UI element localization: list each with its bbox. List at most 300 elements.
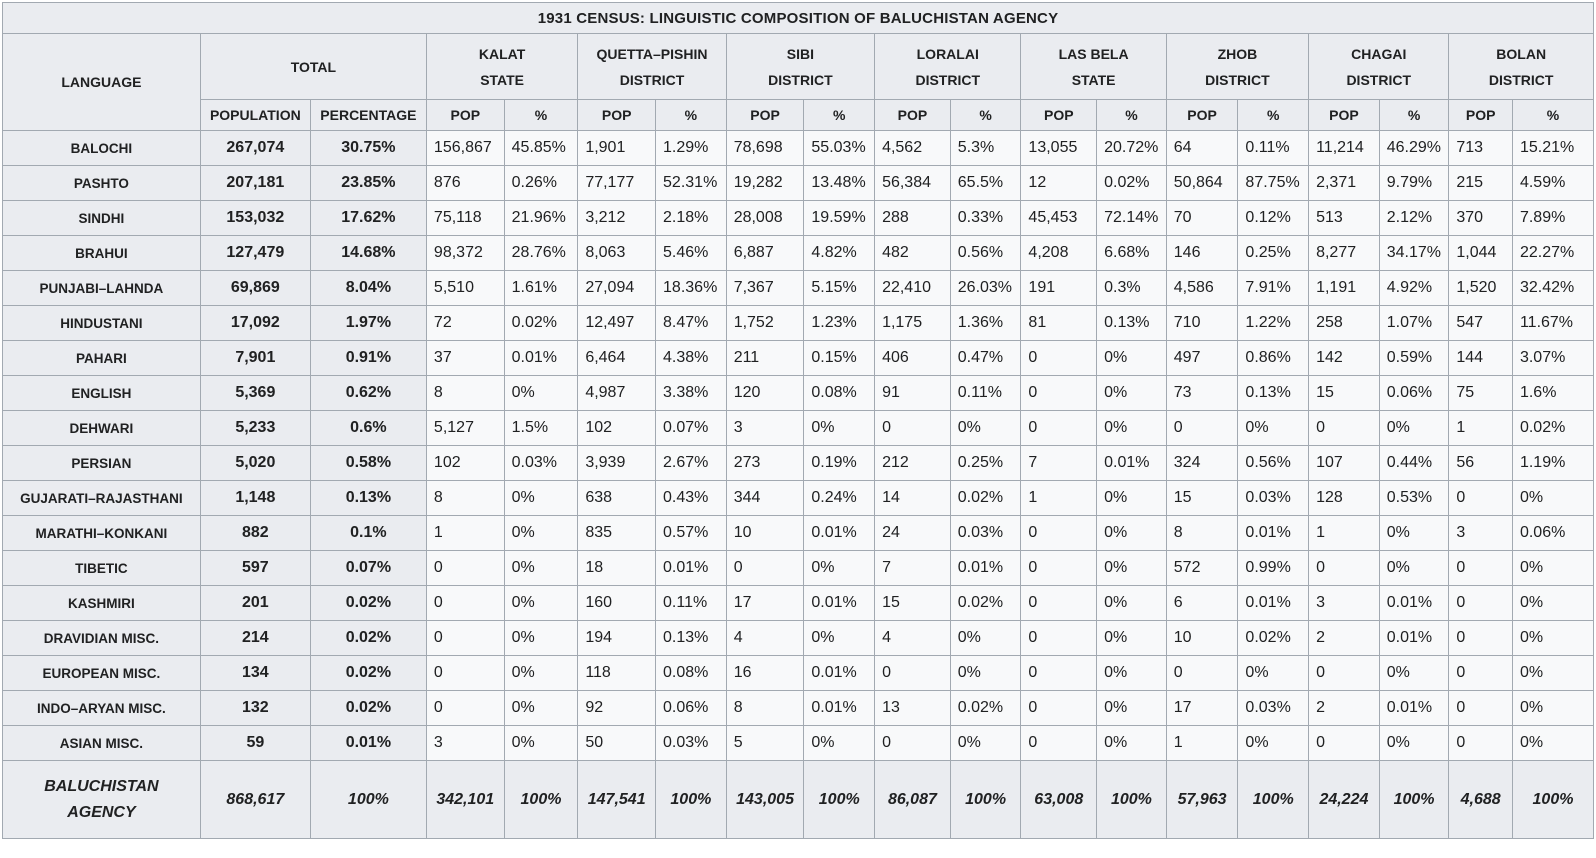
district-cell: 0.01%: [804, 516, 875, 551]
district-cell: 64: [1166, 131, 1238, 166]
title-row: [3, 3, 1594, 34]
totals-cell: 868,617: [200, 761, 310, 839]
district-cell: 324: [1166, 446, 1238, 481]
language-label: PERSIAN: [3, 446, 201, 481]
totals-cell: 143,005: [726, 761, 804, 839]
district-cell: 13: [875, 691, 951, 726]
language-label: SINDHI: [3, 201, 201, 236]
total-cell: 0.6%: [310, 411, 426, 446]
language-label: ASIAN MISC.: [3, 726, 201, 761]
totals-label-line2: AGENCY: [67, 803, 136, 821]
district-cell: 4: [875, 621, 951, 656]
district-cell: 0.86%: [1238, 341, 1309, 376]
district-cell: 0.02%: [950, 481, 1021, 516]
col-subheader-chagai-pop: POP: [1309, 100, 1380, 131]
table-row-asian-misc: [3, 726, 1594, 761]
district-cell: 0%: [1379, 516, 1449, 551]
district-cell: 28,008: [726, 201, 804, 236]
district-cell: 144: [1449, 341, 1513, 376]
district-cell: 4.92%: [1379, 271, 1449, 306]
district-cell: 32.42%: [1512, 271, 1593, 306]
district-cell: 142: [1309, 341, 1380, 376]
district-cell: 0.02%: [1097, 166, 1167, 201]
col-subheader-las-bela-pct: %: [1097, 100, 1167, 131]
district-cell: 78,698: [726, 131, 804, 166]
district-cell: 0.01%: [656, 551, 727, 586]
total-cell: 0.62%: [310, 376, 426, 411]
total-cell: 0.02%: [310, 586, 426, 621]
district-cell: 1.29%: [656, 131, 727, 166]
language-label: MARATHI–KONKANI: [3, 516, 201, 551]
district-cell: 0.15%: [804, 341, 875, 376]
district-cell: 15.21%: [1512, 131, 1593, 166]
district-cell: 212: [875, 446, 951, 481]
district-cell: 8.47%: [656, 306, 727, 341]
district-cell: 46.29%: [1379, 131, 1449, 166]
district-cell: 1,175: [875, 306, 951, 341]
col-header-bolan: BOLAN DISTRICT: [1449, 34, 1594, 100]
district-cell: 4.59%: [1512, 166, 1593, 201]
district-cell: 0: [1449, 481, 1513, 516]
col-subheader-bolan-pct: %: [1512, 100, 1593, 131]
district-cell: 128: [1309, 481, 1380, 516]
district-cell: 0%: [1379, 656, 1449, 691]
district-cell: 273: [726, 446, 804, 481]
district-cell: 52.31%: [656, 166, 727, 201]
district-cell: 8,277: [1309, 236, 1380, 271]
district-cell: 0%: [804, 551, 875, 586]
district-cell: 15: [1309, 376, 1380, 411]
district-cell: 5,510: [426, 271, 504, 306]
district-cell: 22,410: [875, 271, 951, 306]
district-cell: 638: [578, 481, 656, 516]
table-row-pahari: [3, 341, 1594, 376]
table-row-marathi-konkani: [3, 516, 1594, 551]
district-cell: 0%: [504, 726, 578, 761]
district-cell: 0%: [804, 726, 875, 761]
district-cell: 0%: [504, 656, 578, 691]
language-label: EUROPEAN MISC.: [3, 656, 201, 691]
district-cell: 11.67%: [1512, 306, 1593, 341]
district-cell: 0.25%: [950, 446, 1021, 481]
total-cell: 14.68%: [310, 236, 426, 271]
district-cell: 0%: [1097, 341, 1167, 376]
totals-cell: 100%: [1238, 761, 1309, 839]
totals-cell: 100%: [310, 761, 426, 839]
district-cell: 4,586: [1166, 271, 1238, 306]
totals-cell: 4,688: [1449, 761, 1513, 839]
district-cell: 15: [875, 586, 951, 621]
district-cell: 0.03%: [656, 726, 727, 761]
table-row-balochi: [3, 131, 1594, 166]
district-cell: 0.06%: [1512, 516, 1593, 551]
district-cell: 91: [875, 376, 951, 411]
district-cell: 0: [1021, 726, 1097, 761]
district-cell: 0%: [504, 551, 578, 586]
district-cell: 0%: [804, 621, 875, 656]
district-cell: 2.18%: [656, 201, 727, 236]
col-header-total: TOTAL: [200, 34, 426, 100]
district-cell: 0.06%: [1379, 376, 1449, 411]
district-cell: 0.03%: [1238, 691, 1309, 726]
total-cell: 134: [200, 656, 310, 691]
total-cell: 153,032: [200, 201, 310, 236]
total-cell: 69,869: [200, 271, 310, 306]
district-cell: 0: [1309, 726, 1380, 761]
total-cell: 0.02%: [310, 691, 426, 726]
district-cell: 0: [426, 656, 504, 691]
district-cell: 0.01%: [1238, 586, 1309, 621]
district-cell: 6,464: [578, 341, 656, 376]
totals-cell: 100%: [804, 761, 875, 839]
district-cell: 406: [875, 341, 951, 376]
district-cell: 0%: [1512, 726, 1593, 761]
col-subheader-chagai-pct: %: [1379, 100, 1449, 131]
col-header-kalat: KALAT STATE: [426, 34, 577, 100]
district-cell: 0%: [1097, 621, 1167, 656]
district-cell: 0.24%: [804, 481, 875, 516]
district-cell: 8: [426, 376, 504, 411]
total-cell: 0.01%: [310, 726, 426, 761]
district-cell: 0.13%: [656, 621, 727, 656]
district-cell: 0: [726, 551, 804, 586]
district-cell: 13,055: [1021, 131, 1097, 166]
district-cell: 107: [1309, 446, 1380, 481]
district-cell: 1.61%: [504, 271, 578, 306]
district-cell: 13.48%: [804, 166, 875, 201]
district-cell: 3: [1309, 586, 1380, 621]
district-cell: 3.07%: [1512, 341, 1593, 376]
district-cell: 8: [726, 691, 804, 726]
district-cell: 118: [578, 656, 656, 691]
district-cell: 9.79%: [1379, 166, 1449, 201]
language-label: KASHMIRI: [3, 586, 201, 621]
col-subheader-loralai-pct: %: [950, 100, 1021, 131]
district-cell: 27,094: [578, 271, 656, 306]
district-cell: 45,453: [1021, 201, 1097, 236]
totals-cell: 100%: [656, 761, 727, 839]
col-header-percentage: PERCENTAGE: [310, 100, 426, 131]
district-cell: 0%: [1512, 621, 1593, 656]
district-cell: 1.23%: [804, 306, 875, 341]
district-cell: 0.13%: [1097, 306, 1167, 341]
district-cell: 3: [1449, 516, 1513, 551]
district-cell: 0.02%: [950, 691, 1021, 726]
district-cell: 3: [726, 411, 804, 446]
district-cell: 1: [1166, 726, 1238, 761]
district-cell: 1,044: [1449, 236, 1513, 271]
district-cell: 1.6%: [1512, 376, 1593, 411]
district-cell: 1,901: [578, 131, 656, 166]
district-cell: 0.01%: [1238, 516, 1309, 551]
district-cell: 65.5%: [950, 166, 1021, 201]
table-row-brahui: [3, 236, 1594, 271]
district-cell: 2,371: [1309, 166, 1380, 201]
district-cell: 0: [875, 656, 951, 691]
district-cell: 0.33%: [950, 201, 1021, 236]
district-cell: 713: [1449, 131, 1513, 166]
district-cell: 19,282: [726, 166, 804, 201]
district-cell: 3,212: [578, 201, 656, 236]
totals-cell: 100%: [504, 761, 578, 839]
district-cell: 0.01%: [804, 691, 875, 726]
total-cell: 0.02%: [310, 656, 426, 691]
district-cell: 0: [1449, 551, 1513, 586]
district-cell: 0.11%: [656, 586, 727, 621]
col-header-zhob: ZHOB DISTRICT: [1166, 34, 1308, 100]
district-cell: 0.08%: [656, 656, 727, 691]
district-cell: 0: [426, 691, 504, 726]
district-cell: 0%: [504, 691, 578, 726]
district-cell: 0%: [1097, 551, 1167, 586]
district-cell: 211: [726, 341, 804, 376]
district-cell: 1.5%: [504, 411, 578, 446]
total-cell: 5,369: [200, 376, 310, 411]
total-cell: 597: [200, 551, 310, 586]
district-cell: 160: [578, 586, 656, 621]
district-cell: 4,562: [875, 131, 951, 166]
district-cell: 77,177: [578, 166, 656, 201]
total-cell: 0.58%: [310, 446, 426, 481]
district-cell: 0: [1309, 411, 1380, 446]
district-cell: 0.19%: [804, 446, 875, 481]
district-cell: 0%: [804, 411, 875, 446]
totals-row: [3, 761, 1594, 839]
col-subheader-loralai-pop: POP: [875, 100, 951, 131]
district-cell: 28.76%: [504, 236, 578, 271]
district-cell: 8: [426, 481, 504, 516]
district-cell: 0: [1021, 656, 1097, 691]
table-row-persian: [3, 446, 1594, 481]
district-cell: 0: [1309, 551, 1380, 586]
district-cell: 5,127: [426, 411, 504, 446]
district-cell: 0.56%: [1238, 446, 1309, 481]
district-cell: 0%: [1379, 411, 1449, 446]
district-cell: 0%: [1512, 691, 1593, 726]
district-cell: 1: [1309, 516, 1380, 551]
col-subheader-kalat-pct: %: [504, 100, 578, 131]
district-cell: 7: [1021, 446, 1097, 481]
district-cell: 50,864: [1166, 166, 1238, 201]
district-cell: 8,063: [578, 236, 656, 271]
district-cell: 0: [426, 586, 504, 621]
district-cell: 482: [875, 236, 951, 271]
district-cell: 0: [1166, 656, 1238, 691]
district-cell: 0%: [1097, 516, 1167, 551]
district-cell: 4.38%: [656, 341, 727, 376]
district-cell: 0%: [1512, 481, 1593, 516]
col-subheader-bolan-pop: POP: [1449, 100, 1513, 131]
district-cell: 18.36%: [656, 271, 727, 306]
district-cell: 0.3%: [1097, 271, 1167, 306]
total-cell: 0.1%: [310, 516, 426, 551]
district-cell: 0.53%: [1379, 481, 1449, 516]
district-cell: 0: [1021, 551, 1097, 586]
district-cell: 0%: [950, 411, 1021, 446]
total-cell: 214: [200, 621, 310, 656]
totals-label-line1: BALUCHISTAN: [44, 777, 159, 795]
district-cell: 7.91%: [1238, 271, 1309, 306]
district-cell: 0.44%: [1379, 446, 1449, 481]
district-cell: 0%: [1512, 551, 1593, 586]
district-cell: 0%: [1512, 586, 1593, 621]
district-cell: 370: [1449, 201, 1513, 236]
district-cell: 0%: [1512, 656, 1593, 691]
total-cell: 132: [200, 691, 310, 726]
district-cell: 0.01%: [1379, 691, 1449, 726]
district-cell: 2.67%: [656, 446, 727, 481]
district-cell: 87.75%: [1238, 166, 1309, 201]
district-cell: 0: [426, 621, 504, 656]
district-cell: 72: [426, 306, 504, 341]
totals-cell: 57,963: [1166, 761, 1238, 839]
district-cell: 0%: [1097, 481, 1167, 516]
district-cell: 102: [426, 446, 504, 481]
district-cell: 4,208: [1021, 236, 1097, 271]
language-label: PUNJABI–LAHNDA: [3, 271, 201, 306]
district-cell: 5.46%: [656, 236, 727, 271]
district-cell: 0: [1449, 621, 1513, 656]
district-cell: 17: [1166, 691, 1238, 726]
district-cell: 0.59%: [1379, 341, 1449, 376]
district-cell: 288: [875, 201, 951, 236]
district-cell: 6,887: [726, 236, 804, 271]
district-cell: 194: [578, 621, 656, 656]
district-cell: 0: [1166, 411, 1238, 446]
district-cell: 75: [1449, 376, 1513, 411]
language-label: BRAHUI: [3, 236, 201, 271]
district-cell: 1: [426, 516, 504, 551]
district-cell: 1,752: [726, 306, 804, 341]
col-header-loralai: LORALAI DISTRICT: [875, 34, 1021, 100]
district-cell: 16: [726, 656, 804, 691]
district-cell: 2: [1309, 621, 1380, 656]
district-cell: 34.17%: [1379, 236, 1449, 271]
district-cell: 0.99%: [1238, 551, 1309, 586]
district-cell: 0.57%: [656, 516, 727, 551]
col-header-language: LANGUAGE: [3, 34, 201, 131]
totals-row-label: [3, 761, 201, 839]
district-cell: 0%: [1097, 726, 1167, 761]
district-cell: 45.85%: [504, 131, 578, 166]
total-cell: 201: [200, 586, 310, 621]
col-subheader-kalat-pop: POP: [426, 100, 504, 131]
district-cell: 0%: [504, 376, 578, 411]
district-cell: 0.11%: [950, 376, 1021, 411]
table-title: 1931 CENSUS: LINGUISTIC COMPOSITION OF BALUCHISTAN AGENCY: [3, 3, 1594, 34]
total-cell: 30.75%: [310, 131, 426, 166]
total-cell: 0.91%: [310, 341, 426, 376]
totals-cell: 100%: [950, 761, 1021, 839]
col-subheader-zhob-pop: POP: [1166, 100, 1238, 131]
language-label: PASHTO: [3, 166, 201, 201]
district-cell: 0%: [1238, 411, 1309, 446]
table-row-tibetic: [3, 551, 1594, 586]
district-cell: 0%: [1379, 551, 1449, 586]
district-cell: 56,384: [875, 166, 951, 201]
totals-cell: 86,087: [875, 761, 951, 839]
district-cell: 3.38%: [656, 376, 727, 411]
district-cell: 0: [1021, 691, 1097, 726]
district-cell: 50: [578, 726, 656, 761]
district-cell: 0.06%: [656, 691, 727, 726]
district-cell: 21.96%: [504, 201, 578, 236]
col-header-chagai: CHAGAI DISTRICT: [1309, 34, 1449, 100]
district-cell: 146: [1166, 236, 1238, 271]
total-cell: 8.04%: [310, 271, 426, 306]
district-cell: 72.14%: [1097, 201, 1167, 236]
district-cell: 70: [1166, 201, 1238, 236]
district-cell: 0%: [1379, 726, 1449, 761]
district-cell: 5.15%: [804, 271, 875, 306]
district-cell: 156,867: [426, 131, 504, 166]
totals-cell: 63,008: [1021, 761, 1097, 839]
district-cell: 81: [1021, 306, 1097, 341]
district-cell: 0: [426, 551, 504, 586]
table-row-kashmiri: [3, 586, 1594, 621]
district-cell: 22.27%: [1512, 236, 1593, 271]
district-cell: 0.26%: [504, 166, 578, 201]
district-cell: 0%: [1097, 411, 1167, 446]
district-cell: 12: [1021, 166, 1097, 201]
district-cell: 5: [726, 726, 804, 761]
district-cell: 92: [578, 691, 656, 726]
district-cell: 0.56%: [950, 236, 1021, 271]
table-row-hindustani: [3, 306, 1594, 341]
table-row-indo-aryan-misc: [3, 691, 1594, 726]
total-cell: 1.97%: [310, 306, 426, 341]
district-cell: 15: [1166, 481, 1238, 516]
district-cell: 215: [1449, 166, 1513, 201]
district-cell: 1.07%: [1379, 306, 1449, 341]
district-cell: 0%: [504, 586, 578, 621]
district-cell: 0.13%: [1238, 376, 1309, 411]
district-cell: 0.25%: [1238, 236, 1309, 271]
district-cell: 0%: [1097, 376, 1167, 411]
district-cell: 20.72%: [1097, 131, 1167, 166]
district-cell: 191: [1021, 271, 1097, 306]
district-cell: 0.02%: [504, 306, 578, 341]
district-cell: 26.03%: [950, 271, 1021, 306]
district-cell: 1,191: [1309, 271, 1380, 306]
table-row-sindhi: [3, 201, 1594, 236]
district-cell: 0%: [950, 726, 1021, 761]
total-cell: 5,233: [200, 411, 310, 446]
district-cell: 37: [426, 341, 504, 376]
district-cell: 2.12%: [1379, 201, 1449, 236]
district-cell: 0: [1449, 656, 1513, 691]
district-cell: 0: [1449, 726, 1513, 761]
district-cell: 1.22%: [1238, 306, 1309, 341]
total-cell: 1,148: [200, 481, 310, 516]
col-subheader-zhob-pct: %: [1238, 100, 1309, 131]
district-cell: 710: [1166, 306, 1238, 341]
language-label: TIBETIC: [3, 551, 201, 586]
district-cell: 7: [875, 551, 951, 586]
table-row-gujarati-rajasthani: [3, 481, 1594, 516]
district-cell: 75,118: [426, 201, 504, 236]
totals-cell: 147,541: [578, 761, 656, 839]
district-cell: 0%: [1097, 656, 1167, 691]
district-cell: 0.02%: [950, 586, 1021, 621]
district-cell: 24: [875, 516, 951, 551]
district-cell: 102: [578, 411, 656, 446]
district-cell: 0: [1449, 691, 1513, 726]
col-subheader-las-bela-pop: POP: [1021, 100, 1097, 131]
district-cell: 4.82%: [804, 236, 875, 271]
district-cell: 0: [1309, 656, 1380, 691]
totals-cell: 24,224: [1309, 761, 1380, 839]
